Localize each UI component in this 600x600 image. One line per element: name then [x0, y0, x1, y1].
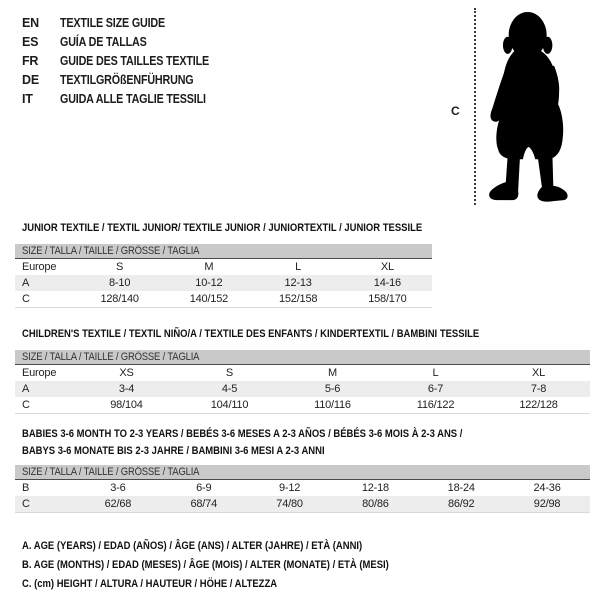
- junior-section: [15, 218, 432, 308]
- cell: 10-12: [195, 277, 223, 289]
- table-row: [15, 381, 590, 397]
- table-header-row: [15, 365, 590, 381]
- cell: 5-6: [324, 383, 341, 395]
- cell: 4-5: [221, 383, 238, 395]
- language-title: TEXTILE SIZE GUIDE: [60, 15, 166, 30]
- cell: 122/128: [519, 399, 558, 411]
- cell: 80/86: [362, 498, 389, 510]
- language-row-de: [22, 70, 233, 89]
- cell: 68/74: [190, 498, 217, 510]
- cell: 3-4: [118, 383, 135, 395]
- language-title: GUIDE DES TAILLES TEXTILE: [60, 53, 210, 68]
- cell: 104/110: [210, 399, 249, 411]
- footnote-height: C. (cm) HEIGHT / ALTURA / HAUTEUR / HÖHE / ALTEZZA: [22, 578, 278, 590]
- language-row-es: [22, 32, 233, 51]
- cell: 12-13: [284, 277, 312, 289]
- column-header: M: [328, 367, 337, 379]
- language-code: ES: [22, 34, 39, 49]
- region-label: Europe: [22, 367, 57, 379]
- junior-size-table: [15, 244, 432, 308]
- table-header-row: [15, 259, 432, 275]
- language-title: GUÍA DE TALLAS: [60, 34, 147, 49]
- row-label: A: [22, 383, 30, 395]
- size-header-bar: [15, 465, 590, 480]
- babies-size-table: [15, 465, 590, 513]
- toddler-silhouette-icon: [483, 3, 597, 212]
- size-header-text: SIZE / TALLA / TAILLE / GRÖSSE / TAGLIA: [22, 245, 200, 257]
- cell: 7-8: [530, 383, 547, 395]
- column-header: XL: [531, 367, 546, 379]
- language-code: IT: [22, 91, 33, 106]
- table-row: [15, 480, 590, 496]
- cell: 9-12: [278, 482, 301, 494]
- legend-footnotes: [22, 536, 600, 593]
- cell: 6-9: [196, 482, 212, 494]
- size-header-bar: [15, 244, 432, 259]
- footnote-age-months: B. AGE (MONTHS) / EDAD (MESES) / ÂGE (MOIS) / ALTER (MONATE) / ETÀ (MESI): [22, 559, 389, 571]
- language-row-fr: [22, 51, 233, 70]
- column-header: L: [295, 261, 302, 273]
- cell: 12-18: [361, 482, 389, 494]
- row-label: C: [22, 399, 30, 411]
- table-row: [15, 275, 432, 291]
- cell: 158/170: [368, 293, 407, 305]
- height-measure-line: [474, 8, 476, 205]
- section-title-line2: BABYS 3-6 MONATE BIS 2-3 JAHRE / BAMBINI 3-6 MESI A 2-3 ANNI: [22, 445, 325, 457]
- row-label: C: [22, 498, 30, 510]
- column-header: M: [204, 261, 214, 273]
- column-header: XL: [380, 261, 394, 273]
- cell: 110/116: [314, 399, 351, 411]
- cell: 74/80: [276, 498, 303, 510]
- row-label: A: [22, 277, 30, 289]
- size-header-text: SIZE / TALLA / TAILLE / GRÖSSE / TAGLIA: [22, 351, 200, 363]
- region-label: Europe: [22, 261, 57, 273]
- babies-section: [15, 426, 590, 513]
- cell: 92/98: [533, 498, 561, 510]
- cell: 86/92: [447, 498, 475, 510]
- cell: 152/158: [278, 293, 318, 305]
- section-title-junior: JUNIOR TEXTILE / TEXTIL JUNIOR/ TEXTILE JUNIOR / JUNIORTEXTIL / JUNIOR TESSILE: [22, 222, 423, 234]
- cell: 128/140: [100, 293, 139, 305]
- cell: 116/122: [416, 399, 455, 411]
- table-row: [15, 397, 590, 413]
- size-header-bar: [15, 350, 590, 365]
- cell: 18-24: [447, 482, 475, 494]
- table-row: [15, 496, 590, 512]
- language-title: GUIDA ALLE TAGLIE TESSILI: [60, 91, 206, 106]
- language-header: [22, 13, 233, 108]
- column-header: S: [225, 367, 234, 379]
- row-label: B: [22, 482, 30, 494]
- height-measure-label: C: [451, 104, 460, 118]
- language-row-en: [22, 13, 233, 32]
- cell: 8-10: [109, 277, 131, 289]
- column-header: L: [432, 367, 439, 379]
- language-code: DE: [22, 72, 39, 87]
- cell: 24-36: [533, 482, 561, 494]
- language-code: EN: [22, 15, 39, 30]
- section-title-children: CHILDREN'S TEXTILE / TEXTIL NIÑO/A / TEXTILE DES ENFANTS / KINDERTEXTIL / BAMBINI TESSILE: [22, 328, 480, 340]
- children-size-table: [15, 350, 590, 414]
- language-code: FR: [22, 53, 39, 68]
- column-header: S: [116, 261, 124, 273]
- section-title-babies: [22, 426, 590, 460]
- table-row: [15, 291, 432, 307]
- cell: 98/104: [110, 399, 143, 411]
- column-header: XS: [119, 367, 134, 379]
- section-title-line1: BABIES 3-6 MONTH TO 2-3 YEARS / BEBÉS 3-6 MESES A 2-3 AÑOS / BÉBÉS 3-6 MOIS À 2-3 ANS /: [22, 428, 463, 440]
- row-label: C: [22, 293, 30, 305]
- cell: 62/68: [104, 498, 132, 510]
- cell: 14-16: [373, 277, 401, 289]
- cell: 140/152: [189, 293, 229, 305]
- language-row-it: [22, 89, 233, 108]
- cell: 3-6: [110, 482, 126, 494]
- language-title: TEXTILGRÖßENFÜHRUNG: [60, 72, 194, 87]
- size-header-text: SIZE / TALLA / TAILLE / GRÖSSE / TAGLIA: [22, 466, 200, 478]
- cell: 6-7: [427, 383, 444, 395]
- children-section: [15, 324, 590, 414]
- footnote-age-years: A. AGE (YEARS) / EDAD (AÑOS) / ÂGE (ANS) / ALTER (JAHRE) / ETÀ (ANNI): [22, 540, 363, 552]
